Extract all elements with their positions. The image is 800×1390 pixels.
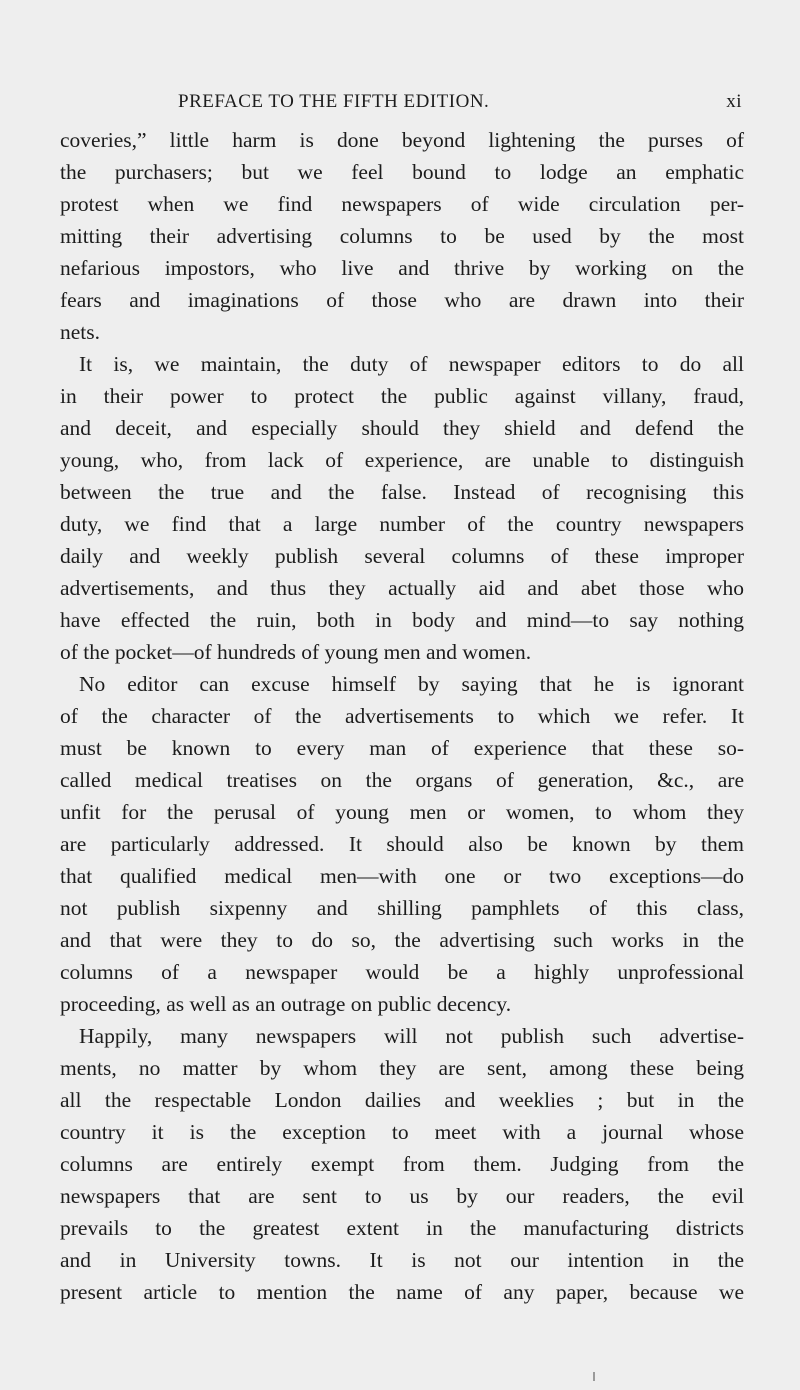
text-line: ments, no matter by whom they are sent, among these being <box>60 1056 744 1080</box>
text-line: are particularly addressed. It should also be known by them <box>60 832 744 856</box>
text-line: the purchasers; but we feel bound to lodge an emphatic <box>60 160 744 184</box>
text-line: have effected the ruin, both in body and mind—to say nothing <box>60 608 744 632</box>
text-line: No editor can excuse himself by saying that he is ignorant <box>79 672 744 696</box>
text-line: proceeding, as well as an outrage on public decency. <box>60 992 512 1016</box>
text-line: duty, we find that a large number of the country newspapers <box>60 512 744 536</box>
text-line: nets. <box>60 320 101 344</box>
text-line: protest when we find newspapers of wide circulation per- <box>60 192 744 216</box>
text-line: unfit for the perusal of young men or women, to whom they <box>60 800 744 824</box>
text-line: columns of a newspaper would be a highly unprofessional <box>60 960 744 984</box>
text-line: present article to mention the name of any paper, because we <box>60 1280 744 1304</box>
text-line: coveries,” little harm is done beyond lightening the purses of <box>60 128 744 152</box>
text-line: of the character of the advertisements to which we refer. It <box>60 704 744 728</box>
text-line: called medical treatises on the organs of generation, &c., are <box>60 768 744 792</box>
text-line: of the pocket—of hundreds of young men and women. <box>60 640 532 664</box>
text-line: daily and weekly publish several columns of these improper <box>60 544 744 568</box>
text-line: prevails to the greatest extent in the manufacturing districts <box>60 1216 744 1240</box>
text-line: and deceit, and especially should they shield and defend the <box>60 416 744 440</box>
page-number: xi <box>726 91 742 112</box>
text-line: mitting their advertising columns to be used by the most <box>60 224 744 248</box>
text-line: advertisements, and thus they actually aid and abet those who <box>60 576 744 600</box>
text-line: country it is the exception to meet with a journal whose <box>60 1120 744 1144</box>
running-head <box>60 91 742 115</box>
text-line: must be known to every man of experience that these so- <box>60 736 744 760</box>
page-speck <box>593 1372 595 1381</box>
text-line: nefarious impostors, who live and thrive by working on the <box>60 256 744 280</box>
text-line: that qualified medical men—with one or two exceptions—do <box>60 864 744 888</box>
text-line: not publish sixpenny and shilling pamphlets of this class, <box>60 896 744 920</box>
text-line: young, who, from lack of experience, are unable to distinguish <box>60 448 744 472</box>
body-text <box>60 124 744 1308</box>
text-line: columns are entirely exempt from them. Judging from the <box>60 1152 744 1176</box>
text-line: It is, we maintain, the duty of newspaper editors to do all <box>79 352 744 376</box>
text-line: in their power to protect the public against villany, fraud, <box>60 384 744 408</box>
text-line: and in University towns. It is not our intention in the <box>60 1248 744 1272</box>
text-line: and that were they to do so, the advertising such works in the <box>60 928 744 952</box>
text-line: between the true and the false. Instead of recognising this <box>60 480 744 504</box>
text-line: fears and imaginations of those who are drawn into their <box>60 288 744 312</box>
text-line: all the respectable London dailies and weeklies ; but in the <box>60 1088 744 1112</box>
text-line: Happily, many newspapers will not publish such advertise- <box>79 1024 744 1048</box>
text-line: newspapers that are sent to us by our readers, the evil <box>60 1184 744 1208</box>
running-head-title: PREFACE TO THE FIFTH EDITION. <box>178 91 490 112</box>
